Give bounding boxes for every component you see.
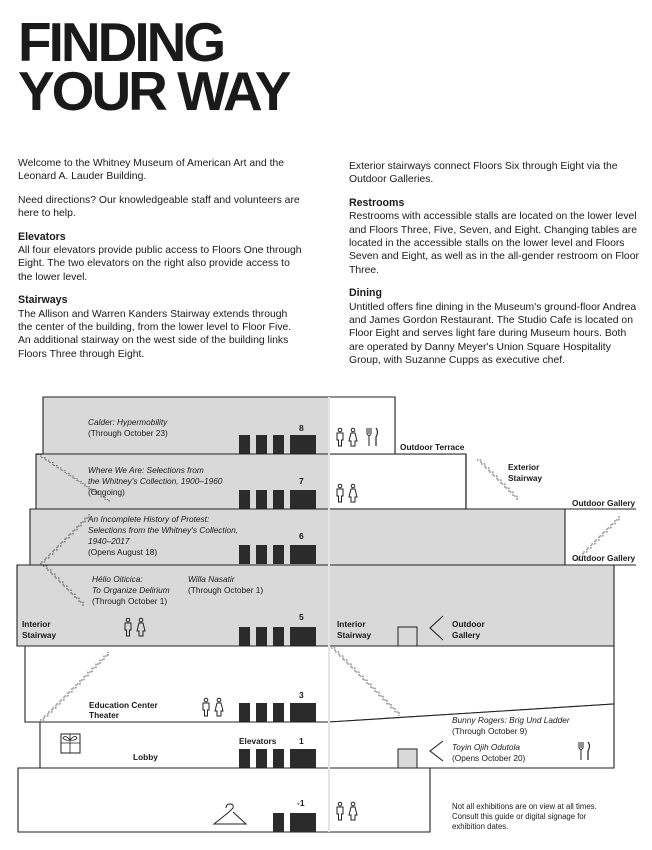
exhibit-oiticica-dates: (Through October 1): [92, 596, 168, 606]
exhibit-oiticica-line-1: Hélio Oiticica:: [92, 574, 143, 584]
interior-stairway-center-line-2: Stairway: [337, 630, 372, 640]
outdoor-gallery-6-label: Outdoor Gallery: [572, 553, 636, 563]
interior-stairway-west-line-1: Interior: [22, 619, 51, 629]
elevator-icon: [273, 813, 316, 832]
floor-number-6: 6: [299, 531, 304, 541]
exhibit-where-we-are-line-2: the Whitney's Collection, 1900–1960: [88, 476, 223, 486]
interior-stairway-center-line-1: Interior: [337, 619, 366, 629]
floor-number-5: 5: [299, 612, 304, 622]
dining-body: Untitled offers fine dining in the Museum's ground-floor Andrea and James Gordon Restaurant. The Studio Cafe is located on Floor Eight and serves light fare during Museum hours. Both are operated by Danny Meyer's Union Square Hospitality Group, with Suzanne Cupps as executive chef.: [349, 301, 637, 367]
exhibit-protest-line-2: Selections from the Whitney's Collection,: [88, 525, 239, 535]
exterior-stairway-line-2: Stairway: [508, 473, 543, 483]
elevators-label: Elevators: [239, 736, 277, 746]
note-line-3: exhibition dates.: [452, 822, 509, 831]
stairways-heading: Stairways: [18, 294, 68, 307]
floor-number-1: 1: [299, 736, 304, 746]
directions-text: Need directions? Our knowledgeable staff and volunteers are here to help.: [18, 194, 300, 220]
floor-7: [36, 454, 636, 509]
exhibition-note: [452, 802, 597, 831]
lobby-label: Lobby: [133, 752, 158, 762]
education-center-line-2: Theater: [89, 710, 119, 720]
note-line-1: Not all exhibitions are on view at all times.: [452, 802, 597, 811]
exhibit-rogers-title: Bunny Rogers: Brig Und Ladder: [452, 715, 570, 725]
floor-8: [43, 397, 466, 454]
exhibit-calder-dates: (Through October 23): [88, 428, 168, 438]
elevators-heading: Elevators: [18, 230, 66, 243]
exhibit-protest-line-3: 1940–2017: [88, 536, 130, 546]
note-line-2: Consult this guide or digital signage for: [452, 812, 587, 821]
interior-stairway-west-line-2: Stairway: [22, 630, 57, 640]
exhibit-odutola-dates: (Opens October 20): [452, 753, 526, 763]
exhibit-protest-dates: (Opens August 18): [88, 547, 158, 557]
outdoor-gallery-7-label: Outdoor Gallery: [572, 498, 636, 508]
welcome-text: Welcome to the Whitney Museum of American Art and the Leonard A. Lauder Building.: [18, 158, 285, 183]
outdoor-terrace-label: Outdoor Terrace: [400, 442, 465, 452]
exhibit-calder-title: Calder: Hypermobility: [88, 417, 168, 427]
dining-heading: Dining: [349, 287, 382, 300]
exhibit-rogers-dates: (Through October 9): [452, 726, 528, 736]
exhibit-oiticica-line-2: To Organize Delirium: [92, 585, 170, 595]
exhibit-where-we-are-dates: (Ongoing): [88, 487, 125, 497]
exterior-stairway-line-1: Exterior: [508, 462, 540, 472]
outdoor-gallery-5-line-1: Outdoor: [452, 619, 485, 629]
title-line-2: YOUR WAY: [18, 60, 289, 122]
exhibit-nasatir-dates: (Through October 1): [188, 585, 264, 595]
floor-number-3: 3: [299, 690, 304, 700]
floor-number-7: 7: [299, 476, 304, 486]
restrooms-body: Restrooms with accessible stalls are located on the lower level and Floors Three, Five, Seven, and Eight. Changing tables are located in the accessible stalls on the lower level and Floors Seven and Eight, as well as in the all-gender restroom on Floor Three.: [349, 211, 639, 276]
exhibit-protest-line-1: An Incomplete History of Protest:: [88, 514, 210, 524]
restrooms-heading: Restrooms: [349, 196, 405, 209]
floor-number-lower: -1: [297, 798, 305, 808]
exhibit-where-we-are-line-1: Where We Are: Selections from: [88, 465, 204, 475]
floor-6: [30, 509, 636, 566]
exhibit-odutola-title: Toyin Ojih Odutola: [452, 742, 520, 752]
floor-lower-level: [18, 768, 430, 832]
exhibit-nasatir-title: Willa Nasatir: [188, 574, 235, 584]
education-center-line-1: Education Center: [89, 700, 158, 710]
floor-5: [17, 565, 614, 646]
floor-number-8: 8: [299, 423, 304, 433]
title-line-1: FINDING: [18, 11, 224, 73]
elevators-body: All four elevators provide public access to Floors One through Eight. The two elevators on the right also provide access to the lower level.: [18, 245, 302, 283]
outdoor-gallery-5-line-2: Gallery: [452, 630, 481, 640]
stairways-body: The Allison and Warren Kanders Stairway extends through the center of the building, from the lower level to Floor Five. An additional stairway on the west side of the building links Floors Three through Eight.: [18, 308, 292, 360]
exterior-stair-text: Exterior stairways connect Floors Six through Eight via the Outdoor Galleries.: [349, 161, 618, 186]
